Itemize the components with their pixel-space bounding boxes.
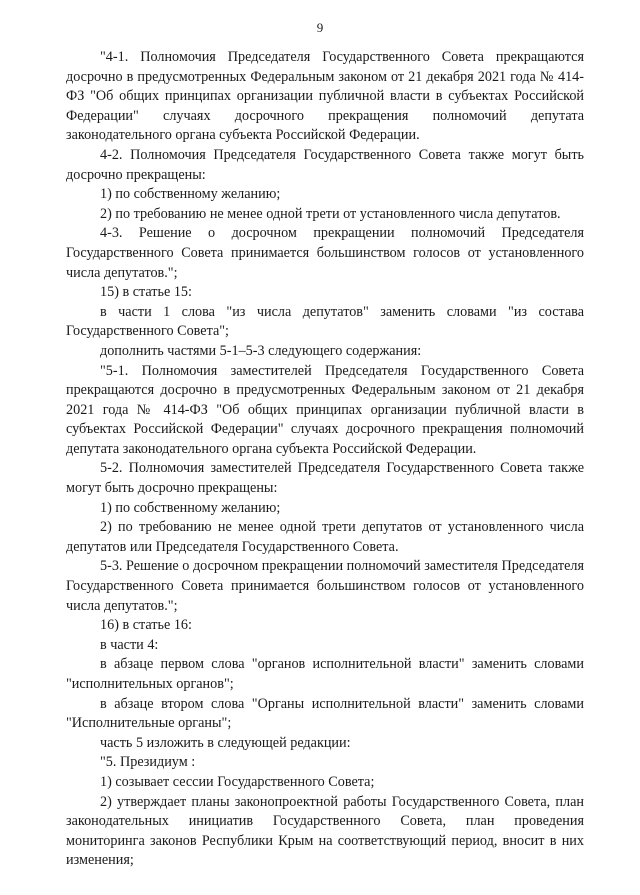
paragraph-15-add-parts: дополнить частями 5-1–5-3 следующего содержания:: [100, 342, 422, 359]
paragraph-16-abzac-2: в абзаце втором слова "Органы исполнительной власти" заменить словами "Исполнительные органы";: [66, 695, 584, 732]
paragraph-5-2-item-2: 2) по требованию не менее одной трети депутатов от установленного числа депутатов или Председателя Государственного Совета.: [66, 519, 584, 555]
paragraph-4-2-item-2: 2) по требованию не менее одной трети от установленного числа депутатов.: [100, 205, 561, 222]
paragraph-5-2: 5-2. Полномочия заместителей Председателя Государственного Совета также могут быть досрочно прекращены:: [66, 460, 584, 497]
paragraph-5-1: "5-1. Полномочия заместителей Председателя Государственного Совета прекращаются досрочно в предусмотренных Федеральным законом от 21 декабря 2021 года № 414-ФЗ "Об общих принципах организации публичной власти в субъектах Российской Федерации" случаях досрочного прекращения полномочий депутата законодательного органа субъекта Российской Федерации.: [66, 362, 584, 457]
paragraph-4-1: "4-1. Полномочия Председателя Государственного Совета прекращаются досрочно в предусмотренных Федеральным законом от 21 декабря 2021 года № 414-ФЗ "Об общих принципах организации публичной власти в субъектах Российской Федерации" случаях досрочного прекращения полномочий депутата законодательного органа субъекта Российской Федерации.: [66, 49, 584, 144]
paragraph-presidium-item-1: 1) созывает сессии Государственного Совета;: [100, 773, 375, 790]
paragraph-presidium-item-2: 2) утверждает планы законопроектной работы Государственного Совета, план законодательных инициатив Государственного Совета, план проведения мониторинга законов Республики Крым на соответствующий период, вносит в них изменения;: [66, 793, 584, 869]
paragraph-5-3: 5-3. Решение о досрочном прекращении полномочий заместителя Председателя Государственного Совета принимается большинством голосов от установленного числа депутатов.";: [66, 558, 584, 614]
paragraph-16-part-5: часть 5 изложить в следующей редакции:: [100, 734, 351, 751]
paragraph-4-2: 4-2. Полномочия Председателя Государственного Совета также могут быть досрочно прекращены:: [66, 146, 584, 183]
paragraph-item-15: 15) в статье 15:: [100, 284, 192, 301]
page-number: 9: [316, 20, 324, 35]
paragraph-16-part-4: в части 4:: [100, 636, 159, 653]
document-body: [66, 48, 584, 871]
paragraph-15-part-1: в части 1 слова "из числа депутатов" заменить словами "из состава Государственного Совета";: [66, 303, 584, 340]
paragraph-5-2-item-1: 1) по собственному желанию;: [100, 499, 281, 516]
paragraph-4-2-item-1: 1) по собственному желанию;: [100, 186, 281, 203]
paragraph-item-16: 16) в статье 16:: [100, 617, 192, 634]
paragraph-4-3: 4-3. Решение о досрочном прекращении полномочий Председателя Государственного Совета принимается большинством голосов от установленного числа депутатов.";: [66, 225, 584, 281]
paragraph-5-presidium: "5. Президиум :: [100, 754, 196, 771]
paragraph-16-abzac-1: в абзаце первом слова "органов исполнительной власти" заменить словами "исполнительных органов";: [66, 656, 584, 692]
